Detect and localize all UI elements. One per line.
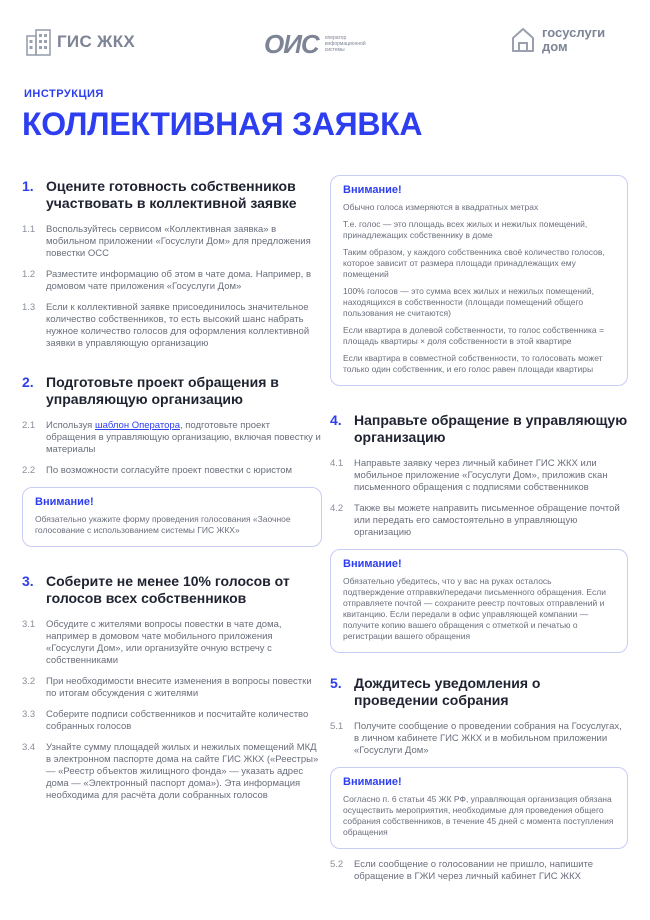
- item-number: 1.2: [22, 269, 36, 280]
- item-text: Получите сообщение о проведении собрания на Госуслугах, в личном кабинете ГИС ЖКХ и в мобильном приложении «Госуслуги Дом»: [354, 721, 622, 756]
- item-text: Соберите подписи собственников и посчитайте количество собранных голосов: [46, 709, 309, 732]
- section-4: [330, 412, 628, 653]
- list-item: [22, 619, 322, 667]
- section-4-title: Направьте обращение в управляющую организацию: [354, 412, 628, 445]
- item-text-pre: Используя: [46, 420, 95, 431]
- note-title: Внимание!: [343, 776, 402, 788]
- attention-note-votes: [330, 175, 628, 386]
- section-1-title: Оцените готовность собственников участвовать в коллективной заявке: [46, 178, 297, 211]
- list-item: [22, 465, 322, 477]
- section-3: [22, 573, 322, 802]
- section-1: [22, 178, 322, 350]
- section-3-title: Соберите не менее 10% голосов от голосов всех собственников: [46, 573, 290, 606]
- note-paragraph: 100% голосов — это сумма всех жилых и нежилых помещений, находящихся в собственности (площади помещений общего пользования не считаются): [343, 286, 594, 318]
- section-4-number: 4.: [330, 412, 342, 428]
- item-text-post: , подготовьте проект обращения в управляющую организацию, включая повестку и материалы: [46, 420, 321, 455]
- note-paragraph: Если квартира в долевой собственности, то голос собственника = площадь квартиры × доля собственности в этой квартире: [343, 325, 604, 346]
- attention-note-confirmation: [330, 549, 628, 653]
- item-text: Если к коллективной заявке присоединилось значительное количество собственников, то есть высокий шанс набрать нужное количество голосов для оформления коллективной заявки в управляющую организацию: [46, 302, 310, 349]
- note-paragraph: Если квартира в совместной собственности, то голосовать может только один собственник, и его голос равен площади квартиры: [343, 353, 603, 374]
- item-text: По возможности согласуйте проект повестки с юристом: [46, 465, 293, 476]
- list-item: [22, 302, 322, 350]
- right-column: [330, 175, 628, 892]
- gosuslugi-dom-logo: [510, 26, 605, 54]
- ois-logo-caption: оператор информационной системы: [324, 35, 366, 53]
- list-item: [330, 503, 628, 539]
- item-text: [46, 420, 322, 456]
- operator-template-link[interactable]: шаблон Оператора: [94, 420, 180, 431]
- list-item: [22, 742, 322, 802]
- item-number: 2.1: [22, 420, 36, 431]
- gosuslugi-logo-line2: дом: [542, 39, 568, 54]
- item-number: 3.2: [22, 676, 36, 687]
- item-number: 1.1: [22, 224, 36, 235]
- item-number: 4.2: [330, 503, 344, 514]
- section-1-number: 1.: [22, 178, 34, 194]
- item-number: 3.4: [22, 742, 36, 753]
- item-text: Воспользуйтесь сервисом «Коллективная заявка» в мобильном приложении «Госуслуги Дом» для предложения повестки ОСС: [46, 224, 311, 259]
- house-icon: [510, 26, 536, 54]
- attention-note-legal: [330, 767, 628, 849]
- document-kicker: ИНСТРУКЦИЯ: [24, 88, 104, 100]
- list-item: [22, 709, 322, 733]
- section-5-title: Дождитесь уведомления о проведении собрания: [354, 675, 541, 708]
- header: [0, 26, 650, 62]
- list-item: [22, 420, 322, 456]
- item-number: 3.1: [22, 619, 36, 630]
- item-number: 1.3: [22, 302, 36, 313]
- list-item: [22, 269, 322, 293]
- item-text: Направьте заявку через личный кабинет ГИС ЖКХ или мобильное приложение «Госуслуги Дом», приложив скан письменного обращения с подписями собственников: [354, 458, 608, 493]
- page-title: КОЛЛЕКТИВНАЯ ЗАЯВКА: [22, 106, 423, 142]
- note-text: Согласно п. 6 статьи 45 ЖК РФ, управляющая организация обязана осуществить мероприятия, необходимые для проведения общего собрания собственников, в течение 45 дней с момента поступления обращения: [343, 794, 614, 837]
- gis-zhkh-logo: [26, 28, 135, 56]
- left-column: [22, 178, 322, 811]
- gis-zhkh-logo-text: ГИС ЖКХ: [57, 32, 136, 51]
- building-icon: [26, 28, 52, 56]
- ois-logo: [264, 29, 381, 59]
- note-paragraph: Таким образом, у каждого собственника своё количество голосов, которое зависит от размера площади принадлежащих ему помещений: [343, 247, 605, 279]
- section-3-number: 3.: [22, 573, 34, 589]
- item-number: 4.1: [330, 458, 344, 469]
- attention-note-voting-form: [22, 487, 322, 547]
- item-text: Если сообщение о голосовании не пришло, напишите обращение в ГЖИ через личный кабинет ГИС ЖКХ: [354, 859, 594, 882]
- item-text: При необходимости внесите изменения в вопросы повестки по итогам обсуждения с жителями: [46, 676, 312, 699]
- section-2-number: 2.: [22, 374, 34, 390]
- list-item: [330, 859, 628, 883]
- list-item: [22, 676, 322, 700]
- section-2-title: Подготовьте проект обращения в управляющую организацию: [46, 374, 279, 407]
- item-text: Обсудите с жителями вопросы повестки в чате дома, например в домовом чате мобильного приложения «Госуслуги Дом», или организуйте очную встречу с собственниками: [46, 619, 282, 666]
- item-number: 5.2: [330, 859, 344, 870]
- gosuslugi-logo-line1: госуслуги: [542, 25, 606, 40]
- note-paragraph: Т.е. голос — это площадь всех жилых и нежилых помещений, принадлежащих собственнику в доме: [343, 219, 588, 240]
- list-item: [330, 458, 628, 494]
- section-5-number: 5.: [330, 675, 342, 691]
- item-text: Также вы можете направить письменное обращение почтой или передать его самостоятельно в управляющую организацию: [354, 503, 620, 538]
- note-text: Обязательно укажите форму проведения голосования «Заочное голосование с использованием системы ГИС ЖКХ»: [35, 514, 291, 535]
- ois-logo-text: ОИС: [264, 29, 319, 59]
- item-number: 5.1: [330, 721, 344, 732]
- note-paragraph: Обычно голоса измеряются в квадратных метрах: [343, 202, 539, 212]
- item-number: 2.2: [22, 465, 36, 476]
- item-number: 3.3: [22, 709, 36, 720]
- list-item: [22, 224, 322, 260]
- note-title: Внимание!: [343, 558, 402, 570]
- section-5: [330, 675, 628, 883]
- section-2: [22, 374, 322, 547]
- note-title: Внимание!: [343, 184, 402, 196]
- item-text: Узнайте сумму площадей жилых и нежилых помещений МКД в электронном паспорте дома на сайте ГИС ЖКХ («Реестры» — «Реестр объектов жилищного фонда» — указать адрес дома — «Электронный паспорт дома»). Эта информация необходима для расчёта доли собранных голосов: [46, 742, 319, 801]
- item-text: Разместите информацию об этом в чате дома. Например, в домовом чате приложения «Госуслуги Дом»: [46, 269, 312, 292]
- note-title: Внимание!: [35, 496, 94, 508]
- list-item: [330, 721, 628, 757]
- note-text: Обязательно убедитесь, что у вас на руках осталось подтверждение отправки/передачи письменного обращения. Если отправляете почтой — сохраните реестр почтовых отправлений и квитанцию. Если передали в офис управляющей компании — получите копию вашего обращения с отметкой и печатью о регистрации вашего обращения: [343, 576, 606, 641]
